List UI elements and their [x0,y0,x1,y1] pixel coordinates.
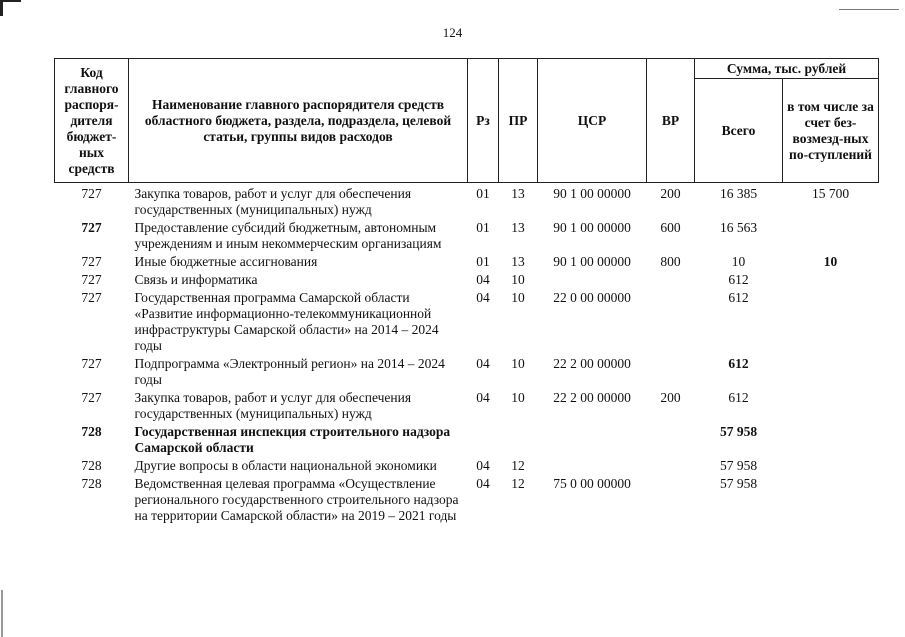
cell-gratuitous: 15 700 [811,186,850,201]
cell-name: Государственная инспекция строительного надзора Самарской области [134,424,451,455]
cell-rz: 01 [476,186,490,201]
cell-name: Ведомственная целевая программа «Осуществление регионального государственного строительного надзора на территории Самарской области» на 2019 – 2021 годы [134,476,459,523]
header-code: Код главного распоря-дителя бюджет-ных средств [55,59,129,183]
cell-total: 57 958 [719,476,758,491]
cell-code: 728 [81,424,102,439]
cell-vr: 800 [660,254,681,269]
table-row [55,356,879,390]
cell-csr: 90 1 00 00000 [553,186,631,201]
cell-rz: 01 [476,220,490,235]
cell-gratuitous: 10 [823,254,838,269]
cell-pr: 10 [511,272,525,287]
cell-gratuitous [783,476,879,526]
cell-csr [538,424,647,458]
cell-csr [538,272,647,290]
cell-gratuitous [783,424,879,458]
cell-vr [647,458,695,476]
cell-csr: 75 0 00 00000 [553,476,631,491]
header-total: Всего [695,79,783,183]
header-gratuitous: в том числе за счет без-возмезд-ных по-ступлений [783,79,879,183]
cell-vr [647,290,695,356]
header-sum: Сумма, тыс. рублей [695,59,879,79]
cell-pr: 10 [511,390,525,405]
cell-code: 728 [81,476,102,491]
cell-name: Закупка товаров, работ и услуг для обеспечения государственных (муниципальных) нужд [134,186,412,217]
cell-vr [647,424,695,458]
cell-pr: 10 [511,290,525,305]
table-row [55,458,879,476]
cell-code: 728 [81,458,102,473]
cell-csr [538,458,647,476]
cell-code: 727 [81,186,102,201]
table-row [55,272,879,290]
cell-rz: 04 [476,458,490,473]
cell-total: 16 385 [719,186,758,201]
cell-pr: 10 [511,356,525,371]
cell-total: 612 [728,272,749,287]
cell-gratuitous [783,356,879,390]
cell-rz: 04 [476,356,490,371]
cell-vr [647,272,695,290]
cell-gratuitous [783,458,879,476]
cell-rz: 01 [476,254,490,269]
cell-code: 727 [81,254,102,269]
table-row [55,220,879,254]
table-header [55,59,879,183]
table-row [55,476,879,526]
cell-code: 727 [81,220,102,235]
cell-csr: 22 2 00 00000 [553,390,631,405]
cell-name: Государственная программа Самарской области «Развитие информационно-телекоммуникационной инфраструктуры Самарской области» на 2014 – 2024 годы [134,290,439,353]
header-pr: ПР [499,59,538,183]
cell-rz [468,424,499,458]
cell-gratuitous [783,220,879,254]
cell-total: 612 [728,356,749,371]
cell-total: 57 958 [719,458,758,473]
cell-vr [647,476,695,526]
cell-rz: 04 [476,390,490,405]
cell-rz: 04 [476,272,490,287]
scan-corner-mark [0,0,21,16]
cell-pr: 13 [511,186,525,201]
cell-name: Закупка товаров, работ и услуг для обеспечения государственных (муниципальных) нужд [134,390,412,421]
cell-csr: 90 1 00 00000 [553,220,631,235]
cell-vr: 600 [660,220,681,235]
cell-vr: 200 [660,390,681,405]
cell-code: 727 [81,356,102,371]
table-row [55,290,879,356]
cell-total: 612 [728,390,749,405]
table-row [55,424,879,458]
cell-code: 727 [81,290,102,305]
cell-total: 16 563 [719,220,758,235]
page-number: 124 [442,25,463,40]
cell-csr: 90 1 00 00000 [553,254,631,269]
cell-gratuitous [783,272,879,290]
cell-pr: 13 [511,220,525,235]
cell-gratuitous [783,390,879,424]
cell-rz: 04 [476,476,490,491]
cell-total: 10 [731,254,746,269]
table-row [55,254,879,272]
cell-pr: 12 [511,476,525,491]
header-vr: ВР [647,59,695,183]
cell-gratuitous [783,290,879,356]
cell-pr: 13 [511,254,525,269]
scan-edge-artifact [1,590,3,637]
cell-csr: 22 0 00 00000 [553,290,631,305]
cell-vr [647,356,695,390]
table-row [55,183,879,221]
cell-pr: 12 [511,458,525,473]
cell-rz: 04 [476,290,490,305]
cell-csr: 22 2 00 00000 [553,356,631,371]
cell-name: Подпрограмма «Электронный регион» на 2014 – 2024 годы [134,356,445,387]
cell-code: 727 [81,390,102,405]
header-rz: Рз [468,59,499,183]
table-body [55,183,879,527]
cell-total: 612 [728,290,749,305]
cell-name: Связь и информатика [134,272,258,287]
cell-name: Предоставление субсидий бюджетным, автономным учреждениям и иным некоммерческим организациям [134,220,442,251]
scan-artifact-line [839,9,899,10]
header-name: Наименование главного распорядителя средств областного бюджета, раздела, подраздела, целевой статьи, группы видов расходов [129,59,468,183]
table-row [55,390,879,424]
cell-code: 727 [81,272,102,287]
budget-table [54,58,879,526]
cell-name: Другие вопросы в области национальной экономики [134,458,437,473]
cell-name: Иные бюджетные ассигнования [134,254,318,269]
cell-total: 57 958 [719,424,758,439]
cell-vr: 200 [660,186,681,201]
header-csr: ЦСР [538,59,647,183]
cell-pr [499,424,538,458]
